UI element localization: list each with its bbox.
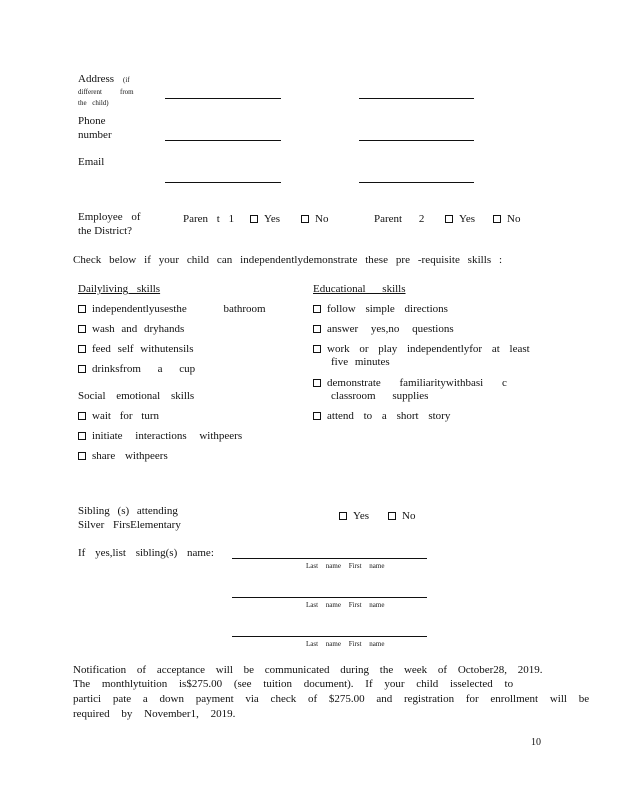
educational-skill-item[interactable]: follow simple directions	[313, 303, 448, 316]
sibling-label: Sibling (s) attending	[78, 505, 178, 517]
address-note: different	[78, 88, 102, 96]
checkbox-icon	[78, 305, 86, 313]
sibling-yes-checkbox[interactable]: Yes	[339, 510, 369, 523]
checkbox-icon	[78, 412, 86, 420]
parent1-label: Paren t 1	[183, 213, 235, 225]
checkbox-icon	[78, 325, 86, 333]
sibling-name-caption: Last name First name	[306, 601, 385, 609]
skills-instruction: Check below if your child can independentlydemonstrate these pre -requisite skills :	[73, 254, 503, 266]
sibling-list-label: If yes,list sibling(s) name:	[78, 547, 214, 559]
daily-skill-item[interactable]: drinksfrom a cup	[78, 363, 195, 376]
checkbox-icon	[313, 412, 321, 420]
sibling-name-line[interactable]	[232, 597, 427, 598]
educational-skill-continuation: five minutes	[331, 356, 390, 368]
checkbox-icon	[339, 512, 347, 520]
phone-line-parent1[interactable]	[165, 140, 281, 141]
notice-text: partici pate a down payment via check of $275.00 and registration for enrollment will be	[73, 693, 590, 705]
email-line-parent1[interactable]	[165, 182, 281, 183]
checkbox-icon	[78, 432, 86, 440]
educational-skill-item[interactable]: answer yes,no questions	[313, 323, 454, 336]
sibling-name-caption: Last name First name	[306, 562, 385, 570]
address-line-parent1[interactable]	[165, 98, 281, 99]
checkbox-icon	[78, 452, 86, 460]
social-skill-item[interactable]: wait for turn	[78, 410, 159, 423]
notice-text: The monthlytuition is$275.00 (see tuition document). If your child isselected to	[73, 678, 514, 690]
sibling-name-caption: Last name First name	[306, 640, 385, 648]
employee-question: the District?	[78, 225, 133, 237]
checkbox-icon	[445, 215, 453, 223]
checkbox-icon	[78, 365, 86, 373]
notice-text: required by November1, 2019.	[73, 708, 236, 720]
phone-label: Phone	[78, 115, 106, 127]
parent2-yes-checkbox[interactable]: Yes	[445, 213, 475, 226]
phone-label: number	[78, 129, 112, 141]
checkbox-icon	[78, 345, 86, 353]
daily-skill-item[interactable]: feed self withutensils	[78, 343, 193, 356]
checkbox-icon	[313, 379, 321, 387]
sibling-name-line[interactable]	[232, 558, 427, 559]
social-skill-item[interactable]: initiate interactions withpeers	[78, 430, 242, 443]
checkbox-icon	[301, 215, 309, 223]
educational-skills-heading: Educational skills	[313, 283, 406, 295]
address-note: the child)	[78, 99, 109, 107]
sibling-name-line[interactable]	[232, 636, 427, 637]
parent2-no-checkbox[interactable]: No	[493, 213, 520, 226]
address-note: (if	[123, 76, 130, 84]
checkbox-icon	[388, 512, 396, 520]
phone-line-parent2[interactable]	[359, 140, 474, 141]
notice-text: Notification of acceptance will be communicated during the week of October28, 2019.	[73, 664, 543, 676]
address-line-parent2[interactable]	[359, 98, 474, 99]
checkbox-icon	[313, 305, 321, 313]
email-line-parent2[interactable]	[359, 182, 474, 183]
parent2-label: Parent 2	[374, 213, 425, 225]
educational-skill-item[interactable]: demonstrate familiaritywithbasi c	[313, 377, 507, 390]
checkbox-icon	[313, 325, 321, 333]
daily-skill-item[interactable]: independentlyusesthe bathroom	[78, 303, 266, 316]
parent1-yes-checkbox[interactable]: Yes	[250, 213, 280, 226]
page-number: 10	[531, 737, 541, 748]
address-note: from	[120, 88, 134, 96]
sibling-label: Silver FirsElementary	[78, 519, 181, 531]
address-label: Address	[78, 73, 115, 85]
educational-skill-continuation: classroom supplies	[331, 390, 429, 402]
educational-skill-item[interactable]: work or play independentlyfor at least	[313, 343, 530, 356]
checkbox-icon	[493, 215, 501, 223]
checkbox-icon	[313, 345, 321, 353]
sibling-no-checkbox[interactable]: No	[388, 510, 415, 523]
daily-skill-item[interactable]: wash and dryhands	[78, 323, 184, 336]
parent1-no-checkbox[interactable]: No	[301, 213, 328, 226]
email-label: Email	[78, 156, 105, 168]
daily-skills-heading: Dailyliving skills	[78, 283, 161, 295]
educational-skill-item[interactable]: attend to a short story	[313, 410, 450, 423]
social-skills-heading: Social emotional skills	[78, 390, 195, 402]
checkbox-icon	[250, 215, 258, 223]
social-skill-item[interactable]: share withpeers	[78, 450, 168, 463]
employee-question: Employee of	[78, 211, 141, 223]
